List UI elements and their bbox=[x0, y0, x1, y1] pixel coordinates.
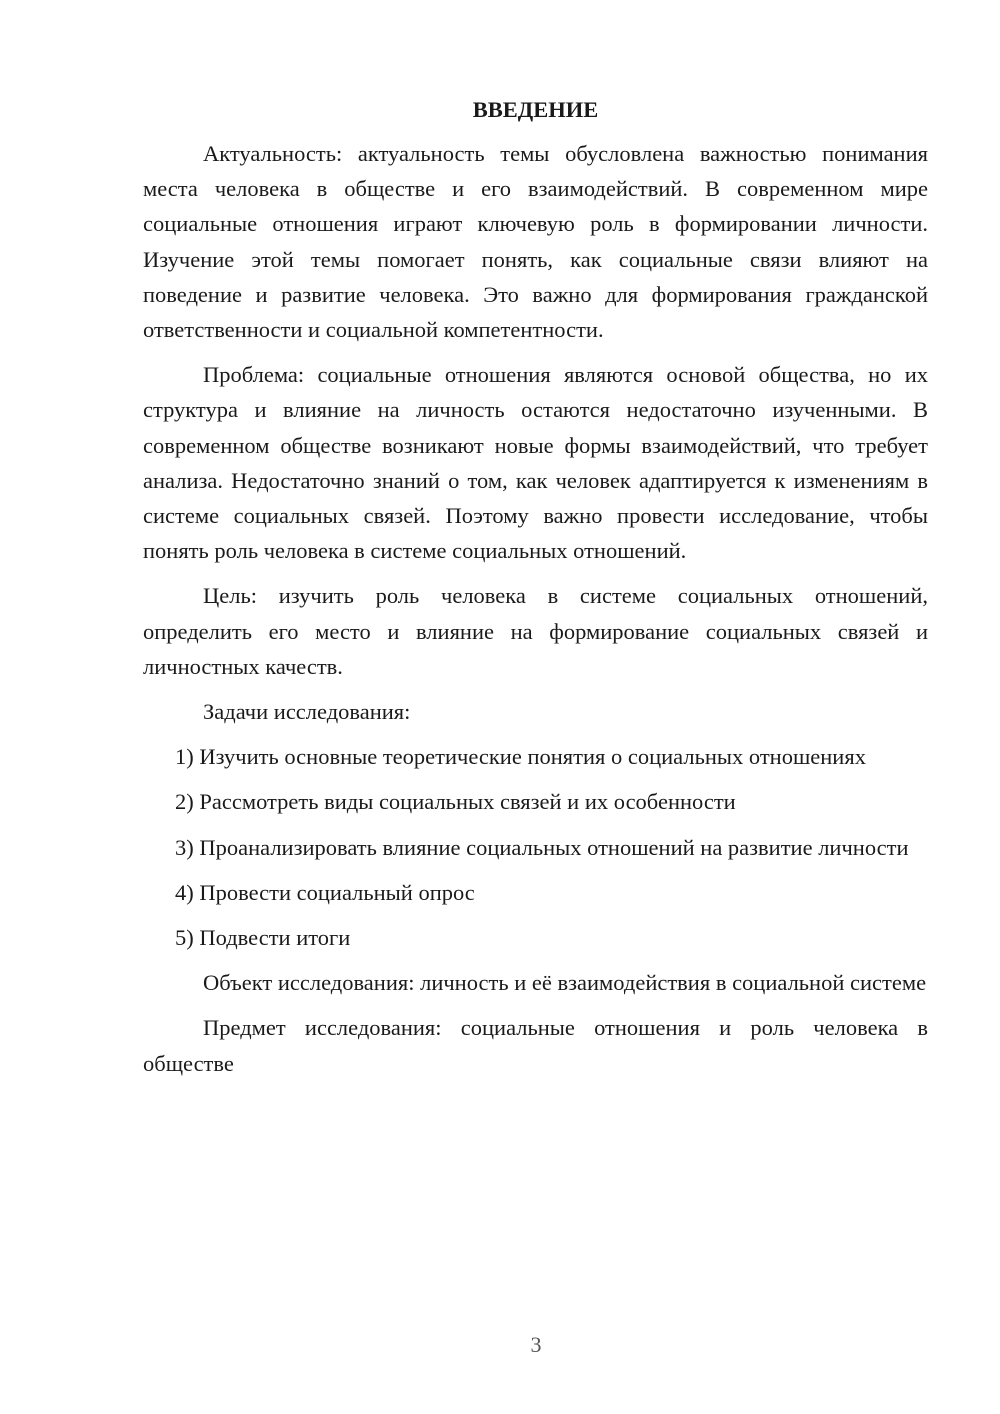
subject-paragraph: Предмет исследования: социальные отношения и роль человека в обществе bbox=[143, 1015, 928, 1076]
task-item-1: 1) Изучить основные теоретические понятия о социальных отношениях bbox=[175, 744, 866, 770]
task-item-3: 3) Проанализировать влияние социальных отношений на развитие личности bbox=[175, 834, 909, 860]
goal-paragraph: Цель: изучить роль человека в системе социальных отношений, определить его место и влияние на формирование социальных связей и личностных качеств. bbox=[143, 583, 928, 679]
task-item-4: 4) Провести социальный опрос bbox=[175, 879, 475, 905]
object-paragraph: Объект исследования: личность и её взаимодействия в социальной системе bbox=[203, 970, 927, 996]
task-item-2: 2) Рассмотреть виды социальных связей и их особенности bbox=[175, 789, 736, 815]
section-title: ВВЕДЕНИЕ bbox=[472, 97, 599, 122]
tasks-heading: Задачи исследования: bbox=[203, 699, 411, 725]
relevance-paragraph: Актуальность: актуальность темы обусловлена важностью понимания места человека в обществе и его взаимодействий. В современном мире социальные отношения играют ключевую роль в формировании личности. Изучение этой темы помогает понять, как социальные связи влияют на поведение и развитие человека. Это важно для формирования гражданской ответственности и социальной компетентности. bbox=[143, 141, 928, 343]
page-number: 3 bbox=[530, 1332, 542, 1357]
task-item-5: 5) Подвести итоги bbox=[175, 925, 351, 951]
problem-paragraph: Проблема: социальные отношения являются основой общества, но их структура и влияние на личность остаются недостаточно изученными. В современном обществе возникают новые формы взаимодействий, что требует анализа. Недостаточно знаний о том, как человек адаптируется к изменениям в системе социальных связей. Поэтому важно провести исследование, чтобы понять роль человека в системе социальных отношений. bbox=[143, 362, 928, 564]
document-page bbox=[143, 92, 928, 1091]
